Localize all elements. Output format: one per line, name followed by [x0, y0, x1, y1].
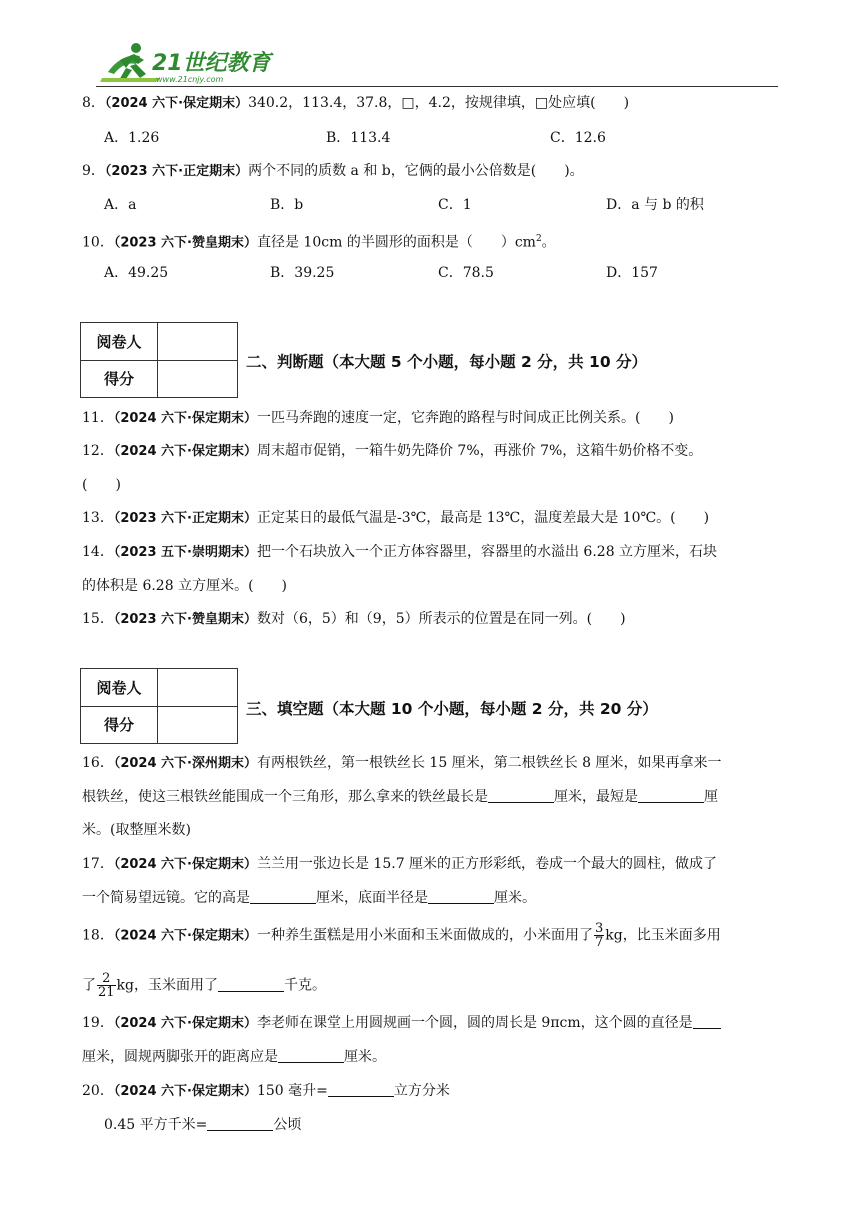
question-source: （2024 六下·保定期末）	[113, 1084, 257, 1099]
question-source: （2024 六下·保定期末）	[113, 444, 257, 459]
question-12	[82, 441, 702, 462]
question-9	[82, 161, 584, 182]
question-text: 有两根铁丝，第一根铁丝长 15 厘米，第二根铁丝长 8 厘米，如果再拿来一	[256, 755, 722, 771]
answer-blank[interactable]	[328, 1082, 394, 1097]
text-segment: 厘米，圆规两脚张开的距离应是	[82, 1049, 278, 1065]
score-box-section-2	[80, 322, 238, 398]
reviewer-label: 阅卷人	[81, 323, 158, 361]
text-segment: kg，比玉米面多用	[605, 927, 721, 944]
question-16-line-3: 米。(取整厘米数)	[82, 822, 191, 838]
question-20	[82, 1081, 450, 1102]
option-c[interactable]: C．12.6	[550, 130, 606, 146]
answer-blank[interactable]	[278, 1048, 344, 1063]
question-text: 兰兰用一张边长是 15.7 厘米的正方形彩纸，卷成一个最大的圆柱，做成了	[256, 856, 718, 872]
fraction-numerator: 2	[97, 972, 116, 986]
logo-21cnjy	[100, 38, 280, 86]
fraction-2-21	[97, 972, 116, 999]
text-segment: 了	[82, 977, 96, 994]
question-text: 150 毫升=	[256, 1083, 328, 1099]
score-box-section-3	[80, 668, 238, 744]
answer-blank[interactable]	[428, 889, 494, 904]
question-text: 直径是 10cm 的半圆形的面积是（ ）cm	[256, 234, 536, 251]
question-13	[82, 508, 709, 529]
question-text: 把一个石块放入一个正方体容器里，容器里的水溢出 6.28 立方厘米，石块	[256, 544, 718, 560]
question-text: 正定某日的最低气温是-3℃，最高是 13℃，温度差最大是 10℃。( )	[256, 510, 710, 526]
question-number: 18．	[82, 927, 114, 944]
option-b[interactable]: B．b	[270, 197, 304, 213]
text-segment: 根铁丝，使这三根铁丝能围成一个三角形，那么拿来的铁丝最长是	[82, 789, 488, 805]
answer-blank[interactable]	[488, 788, 554, 803]
question-source: （2024 六下·深州期末）	[113, 756, 257, 771]
text-segment: 千克。	[284, 977, 326, 994]
question-number: 16．	[82, 755, 114, 771]
answer-blank[interactable]	[218, 977, 284, 992]
question-19	[82, 1013, 721, 1034]
question-number: 11．	[82, 410, 114, 426]
question-15	[82, 609, 626, 630]
question-source: （2024 六下·保定期末）	[104, 96, 249, 111]
text-segment: 一个简易望远镜。它的高是	[82, 890, 250, 906]
question-source: （2024 六下·保定期末）	[113, 411, 257, 426]
question-text: 一种养生蛋糕是用小米面和玉米面做成的，小米面用了	[256, 927, 593, 944]
question-text: 周末超市促销，一箱牛奶先降价 7%，再涨价 7%，这箱牛奶价格不变。	[256, 443, 703, 459]
option-a[interactable]: A．49.25	[104, 265, 169, 281]
question-number: 10．	[82, 234, 114, 251]
question-text: 李老师在课堂上用圆规画一个圆，圆的周长是 9πcm，这个圆的直径是	[256, 1015, 693, 1031]
question-number: 13．	[82, 510, 114, 526]
score-label: 得分	[81, 706, 158, 744]
question-17	[82, 854, 717, 875]
question-source: （2024 六下·保定期末）	[113, 857, 257, 872]
answer-blank[interactable]	[250, 889, 316, 904]
question-14-line-2: 的体积是 6.28 立方厘米。( )	[82, 578, 287, 594]
question-19-line-2	[82, 1047, 386, 1067]
question-tail: 。	[541, 234, 556, 251]
option-d[interactable]: D．a 与 b 的积	[606, 197, 704, 213]
score-label: 得分	[81, 360, 158, 398]
answer-blank[interactable]	[207, 1116, 273, 1131]
section-3-title: 三、填空题（本大题 10 个小题，每小题 2 分，共 20 分）	[246, 700, 658, 718]
reviewer-cell[interactable]	[158, 669, 238, 707]
text-segment: 立方分米	[393, 1083, 450, 1099]
text-segment: 厘	[704, 789, 718, 805]
score-cell[interactable]	[158, 360, 238, 398]
section-2-title: 二、判断题（本大题 5 个小题，每小题 2 分，共 10 分）	[246, 353, 648, 371]
option-c[interactable]: C．1	[438, 197, 472, 213]
fraction-numerator: 3	[594, 921, 604, 936]
question-number: 9．	[82, 163, 105, 179]
question-14	[82, 542, 717, 563]
text-segment: 厘米，底面半径是	[316, 890, 428, 906]
question-18-line-2	[82, 972, 326, 999]
fraction-3-7	[594, 922, 604, 949]
svg-text:21世纪教育: 21世纪教育	[152, 51, 271, 76]
option-d[interactable]: D．157	[606, 265, 658, 281]
question-number: 14．	[82, 544, 114, 560]
option-a[interactable]: A．1.26	[104, 130, 160, 146]
reviewer-cell[interactable]	[158, 323, 238, 361]
question-source: （2023 六下·赞皇期末）	[113, 235, 257, 251]
question-20-line-2	[104, 1115, 301, 1135]
question-source: （2024 六下·保定期末）	[113, 928, 257, 944]
question-8	[82, 93, 629, 114]
question-text: 一匹马奔跑的速度一定，它奔跑的路程与时间成正比例关系。( )	[256, 410, 674, 426]
text-segment: 厘米。	[344, 1049, 386, 1065]
question-11	[82, 408, 674, 429]
question-source: （2024 六下·保定期末）	[113, 1016, 257, 1031]
question-source: （2023 六下·正定期末）	[113, 511, 257, 526]
text-segment: 0.45 平方千米=	[104, 1117, 208, 1133]
question-number: 15．	[82, 611, 114, 627]
question-18	[82, 922, 721, 949]
question-number: 8．	[82, 95, 105, 111]
question-number: 17．	[82, 856, 114, 872]
text-segment: 公顷	[273, 1117, 302, 1133]
fraction-denominator: 21	[98, 985, 115, 1000]
question-16-line-2	[82, 787, 718, 807]
answer-blank[interactable]	[693, 1014, 721, 1029]
question-number: 12．	[82, 443, 114, 459]
option-b[interactable]: B．39.25	[270, 265, 335, 281]
question-16	[82, 753, 722, 774]
question-10	[82, 229, 556, 254]
question-source: （2023 六下·赞皇期末）	[113, 612, 257, 627]
score-cell[interactable]	[158, 706, 238, 744]
page-header	[100, 38, 780, 88]
question-text: 数对（6，5）和（9，5）所表示的位置是在同一列。( )	[256, 611, 626, 627]
fraction-denominator: 7	[594, 935, 604, 950]
option-c[interactable]: C．78.5	[438, 265, 494, 281]
text-segment: 厘米，最短是	[554, 789, 638, 805]
question-text: 两个不同的质数 a 和 b，它俩的最小公倍数是( )。	[248, 163, 584, 179]
option-b[interactable]: B．113.4	[326, 130, 391, 146]
question-number: 19．	[82, 1015, 114, 1031]
text-segment: 厘米。	[494, 890, 536, 906]
svg-text:www.21cnjy.com: www.21cnjy.com	[156, 75, 224, 84]
reviewer-label: 阅卷人	[81, 669, 158, 707]
question-12-line-2: ( )	[82, 477, 121, 493]
question-number: 20．	[82, 1083, 114, 1099]
superscript-2: 2	[535, 234, 542, 244]
question-text: 340.2，113.4，37.8，□，4.2，按规律填，□处应填( )	[248, 95, 630, 111]
question-17-line-2	[82, 888, 536, 908]
option-a[interactable]: A．a	[104, 197, 137, 213]
question-source: （2023 五下·崇明期末）	[113, 545, 257, 560]
header-rule	[96, 86, 778, 87]
answer-blank[interactable]	[638, 788, 704, 803]
question-source: （2023 六下·正定期末）	[104, 164, 249, 179]
text-segment: kg，玉米面用了	[116, 977, 218, 994]
